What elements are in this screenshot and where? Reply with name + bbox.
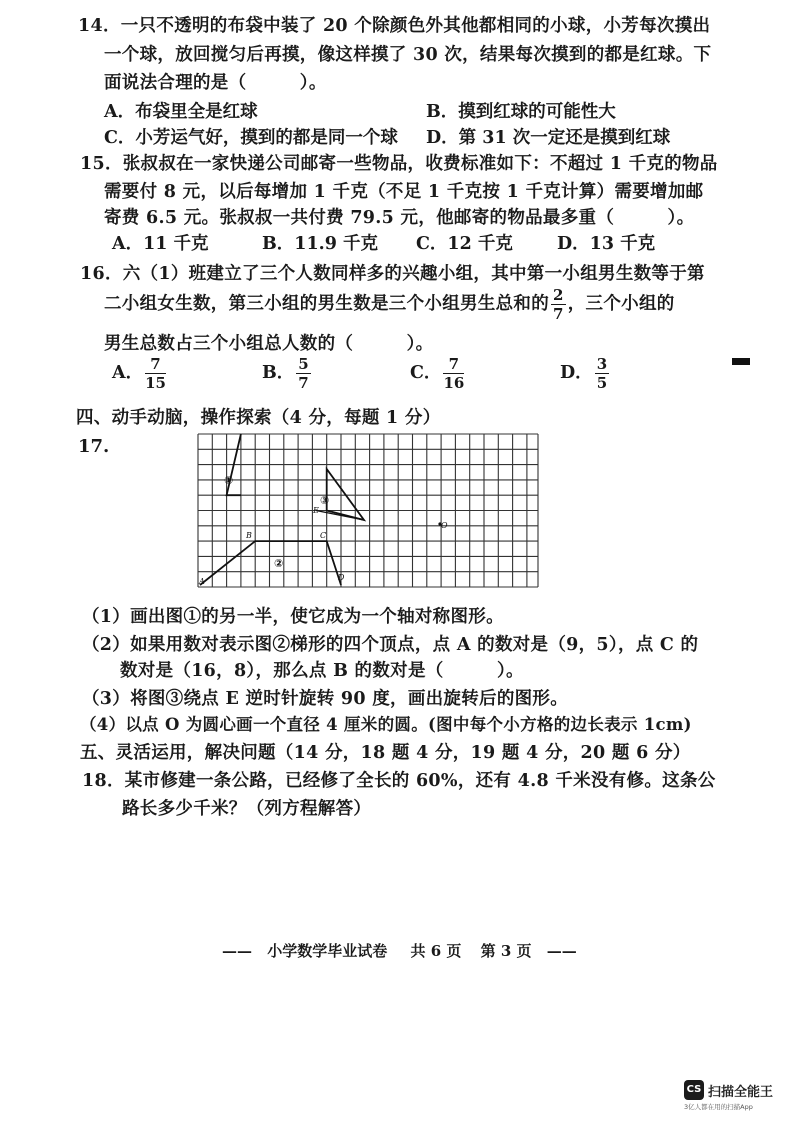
q16-option-a-den: 15 [145,374,166,392]
q17-sub2-line1: （2）如果用数对表示图②梯形的四个顶点，点 A 的数对是（9，5），点 C 的 [82,635,699,655]
q16-option-d-fraction [595,355,609,392]
q15-line2: 需要付 8 元，以后每增加 1 千克（不足 1 千克按 1 千克计算）需要增加邮 [104,182,704,202]
q16-line2 [104,286,675,323]
q16-option-b [262,355,313,392]
q16-option-b-den: 7 [298,374,309,392]
q16-option-a-fraction [145,355,166,392]
q16-option-c-label: C． [410,363,442,383]
label-a: A [199,577,205,586]
q17-number: 17. [78,436,110,457]
q16-option-a-label: A． [112,363,144,383]
footer-page-number: 第 3 页 [480,942,532,960]
label-e: E [313,506,319,515]
q15-line3: 寄费 6.5 元。张叔叔一共付费 79.5 元，他邮寄的物品最多重（ ）。 [104,208,695,228]
q15-option-d: D．13 千克 [557,234,656,254]
q16-line2-text-b: ，三个小组的 [567,294,675,314]
q15-line1: 15．张叔叔在一家快递公司邮寄一些物品，收费标准如下：不超过 1 千克的物品 [80,154,718,174]
q14-option-b: B．摸到红球的可能性大 [426,102,616,122]
q16-option-b-label: B． [262,363,295,383]
section4-heading: 四、动手动脑，操作探索（4 分，每题 1 分） [76,408,441,428]
q16-line3: 男生总数占三个小组总人数的（ ）。 [104,334,434,354]
shape-2-trapezoid [200,541,341,585]
camscanner-watermark [684,1080,773,1111]
q16-fraction-denominator: 7 [553,305,564,323]
shape-3-triangle [327,469,364,520]
label-circle-2: ② [274,557,284,570]
q15-option-c: C．12 千克 [416,234,513,254]
q16-fraction-numerator: 2 [553,286,564,304]
q16-option-c-den: 16 [443,374,465,392]
label-o: O [441,521,448,530]
camscanner-tagline: 3亿人都在用的扫描App [684,1103,753,1111]
q18-line2: 路长多少千米？（列方程解答） [122,799,372,819]
q16-option-b-num: 5 [298,355,309,373]
q16-line2-text-a: 二小组女生数，第三小组的男生数是三个小组男生总和的 [104,294,549,314]
q14-option-d: D．第 31 次一定还是摸到红球 [426,128,671,148]
q16-option-a-num: 7 [145,355,166,374]
q16-option-d-num: 3 [596,355,608,373]
page-footer [222,940,577,961]
q18-line1: 18．某市修建一条公路，已经修了全长的 60%，还有 4.8 千米没有修。这条公 [82,771,716,791]
q16-option-d-label: D． [560,363,593,383]
footer-dash-right: —— [546,942,577,960]
q17-sub4: （4）以点 O 为圆心画一个直径 4 厘米的圆。(图中每个小方格的边长表示 1cm) [80,715,692,734]
q17-sub2-line2: 数对是（16，8），那么点 B 的数对是（ ）。 [120,661,524,681]
margin-mark [732,358,750,365]
q17-sub1: （1）画出图①的另一半，使它成为一个轴对称图形。 [82,607,504,627]
label-d: D [338,573,345,582]
q16-option-a [112,355,168,392]
camscanner-name: 扫描全能王 [708,1084,774,1100]
label-circle-1: ① [224,474,234,487]
q17-sub3: （3）将图③绕点 E 逆时针旋转 90 度，画出旋转后的图形。 [82,689,569,709]
q16-option-c-fraction [443,355,464,392]
q14-option-c: C．小芳运气好，摸到的都是同一个球 [104,128,398,148]
q16-option-d [560,355,611,392]
section5-heading: 五、灵活运用，解决问题（14 分，18 题 4 分，19 题 4 分，20 题 6 分） [80,743,691,763]
q16-line1: 16．六（1）班建立了三个人数同样多的兴趣小组，其中第一小组男生数等于第 [80,264,705,284]
footer-total-pages: 共 6 页 [410,942,462,960]
q16-option-c-num: 7 [443,355,464,374]
q17-grid-figure [196,432,540,590]
label-c: C [320,531,327,540]
grid-lines [198,434,538,587]
camscanner-logo-icon: CS [684,1080,704,1100]
q16-option-c [410,355,466,392]
label-circle-3: ③ [320,494,330,507]
q16-option-d-den: 5 [596,374,608,392]
footer-title: 小学数学毕业试卷 [267,942,388,960]
q14-line3: 面说法合理的是（ ）。 [104,73,327,93]
triangle-extra-line [316,511,364,521]
q16-fraction [551,286,566,323]
q14-line1: 14．一只不透明的布袋中装了 20 个除颜色外其他都相同的小球，小芳每次摸出 [78,16,711,36]
q15-option-b: B．11.9 千克 [262,234,379,254]
q14-line2: 一个球，放回搅匀后再摸，像这样摸了 30 次，结果每次摸到的都是红球。下 [104,45,712,65]
label-b: B [246,531,252,540]
q16-option-b-fraction [296,355,310,392]
footer-dash-left: —— [222,942,252,960]
q14-option-a: A．布袋里全是红球 [104,102,258,122]
q15-option-a: A．11 千克 [112,234,209,254]
